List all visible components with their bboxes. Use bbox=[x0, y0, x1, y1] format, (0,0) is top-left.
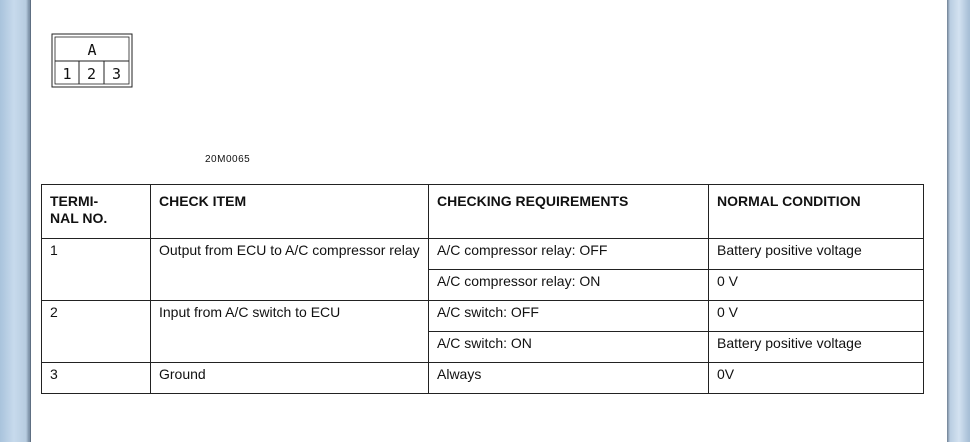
table-row bbox=[42, 363, 924, 394]
connector-pin-2: 2 bbox=[86, 65, 97, 83]
figure-code: 20M0065 bbox=[205, 154, 251, 165]
connector-pin-1: 1 bbox=[62, 65, 72, 83]
requirement-cell: A/C switch: ON bbox=[429, 332, 709, 363]
header-check-item: CHECK ITEM bbox=[151, 185, 429, 239]
header-checking-requirements: CHECKING REQUIREMENTS bbox=[429, 185, 709, 239]
terminal-cell: 2 bbox=[42, 301, 151, 363]
check-item-cell: Ground bbox=[151, 363, 429, 394]
condition-cell: Battery positive voltage bbox=[709, 332, 924, 363]
table-row bbox=[42, 239, 924, 270]
window-frame-left bbox=[0, 0, 30, 442]
condition-cell: 0 V bbox=[709, 301, 924, 332]
header-terminal-line1: TERMI- bbox=[50, 193, 99, 209]
connector-diagram bbox=[51, 24, 133, 88]
condition-cell: Battery positive voltage bbox=[709, 239, 924, 270]
requirement-cell: A/C switch: OFF bbox=[429, 301, 709, 332]
check-item-cell: Output from ECU to A/C compressor relay bbox=[151, 239, 429, 301]
header-terminal-line2: NAL NO. bbox=[50, 210, 108, 226]
condition-cell: 0V bbox=[709, 363, 924, 394]
terminal-check-table bbox=[41, 184, 924, 394]
requirement-cell: A/C compressor relay: ON bbox=[429, 270, 709, 301]
terminal-cell: 3 bbox=[42, 363, 151, 394]
document-page bbox=[31, 0, 947, 442]
check-item-cell: Input from A/C switch to ECU bbox=[151, 301, 429, 363]
condition-cell: 0 V bbox=[709, 270, 924, 301]
connector-pin-3: 3 bbox=[111, 65, 122, 83]
header-terminal-no bbox=[42, 185, 151, 239]
connector-label: A bbox=[87, 41, 97, 59]
window-frame-right bbox=[947, 0, 970, 442]
table-header-row bbox=[42, 185, 924, 239]
header-normal-condition: NORMAL CONDITION bbox=[709, 185, 924, 239]
requirement-cell: A/C compressor relay: OFF bbox=[429, 239, 709, 270]
terminal-cell: 1 bbox=[42, 239, 151, 301]
connector-diagram-svg bbox=[51, 24, 133, 88]
table-row bbox=[42, 301, 924, 332]
requirement-cell: Always bbox=[429, 363, 709, 394]
